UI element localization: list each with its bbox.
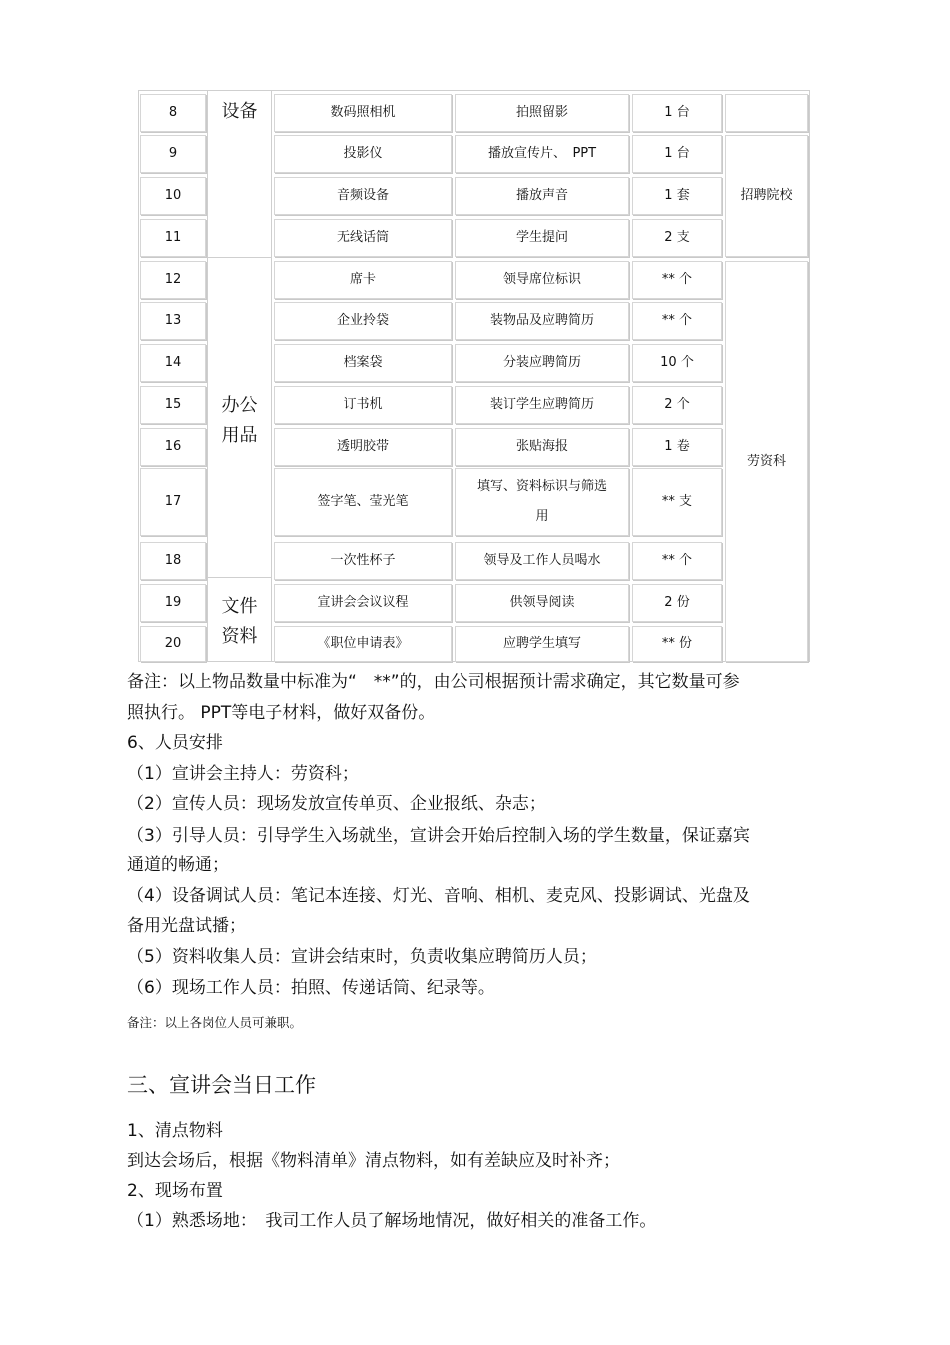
staff-item: （6）现场工作人员：拍照、传递话筒、纪录等。 bbox=[127, 978, 495, 998]
item-quantity: 2 个 bbox=[632, 386, 722, 424]
item-1-text: 到达会场后，根据《物料清单》清点物料，如有差缺应及时补齐； bbox=[127, 1151, 620, 1171]
row-number: 15 bbox=[140, 386, 206, 424]
row-number: 11 bbox=[140, 219, 206, 257]
item-purpose: 装订学生应聘简历 bbox=[455, 386, 629, 424]
category-office-supplies bbox=[208, 389, 271, 453]
row-number: 14 bbox=[140, 344, 206, 382]
item-name: 无线话筒 bbox=[274, 219, 452, 257]
item-name: 签字笔、莹光笔 bbox=[274, 468, 452, 536]
item-quantity: 1 台 bbox=[632, 94, 722, 132]
item-purpose: 分装应聘简历 bbox=[455, 344, 629, 382]
category-office-line1: 办公 bbox=[221, 395, 258, 416]
item-purpose: 领导席位标识 bbox=[455, 261, 629, 299]
row-divider bbox=[207, 257, 272, 258]
row-divider bbox=[207, 577, 272, 578]
item-purpose: 供领导阅读 bbox=[455, 584, 629, 622]
item-name: 订书机 bbox=[274, 386, 452, 424]
staff-item: 备用光盘试播； bbox=[127, 916, 246, 936]
item-2-title: 2、现场布置 bbox=[127, 1181, 223, 1201]
item-purpose: 播放宣传片、 PPT bbox=[455, 135, 629, 173]
item-name: 宣讲会会议议程 bbox=[274, 584, 452, 622]
item-name: 档案袋 bbox=[274, 344, 452, 382]
item-purpose-line1: 填写、资料标识与筛选 bbox=[476, 479, 607, 494]
category-office-line2: 用品 bbox=[221, 425, 258, 446]
item-name: 音频设备 bbox=[274, 177, 452, 215]
section-3-heading: 三、宣讲会当日工作 bbox=[127, 1073, 316, 1097]
category-docs-line1: 文件 bbox=[221, 596, 258, 617]
item-quantity: ** 份 bbox=[632, 626, 722, 662]
provider-empty bbox=[725, 94, 808, 132]
item-purpose-line2: 用 bbox=[535, 509, 549, 524]
category-equipment: 设备 bbox=[221, 101, 258, 122]
staff-item: （2）宣传人员：现场发放宣传单页、企业报纸、杂志； bbox=[127, 794, 546, 814]
item-1-title: 1、清点物料 bbox=[127, 1121, 223, 1141]
item-quantity: ** 个 bbox=[632, 542, 722, 580]
item-purpose: 应聘学生填写 bbox=[455, 626, 629, 662]
row-number: 19 bbox=[140, 584, 206, 622]
provider-school: 招聘院校 bbox=[725, 135, 808, 257]
staff-item: （1）宣讲会主持人：劳资科； bbox=[127, 764, 359, 784]
item-name: 企业拎袋 bbox=[274, 302, 452, 340]
item-purpose: 拍照留影 bbox=[455, 94, 629, 132]
row-number: 9 bbox=[140, 135, 206, 173]
item-quantity: ** 个 bbox=[632, 261, 722, 299]
section-6-title: 6、人员安排 bbox=[127, 733, 223, 753]
row-number: 20 bbox=[140, 626, 206, 662]
item-purpose: 领导及工作人员喝水 bbox=[455, 542, 629, 580]
item-quantity: ** 支 bbox=[632, 468, 722, 536]
staff-item: （4）设备调试人员：笔记本连接、灯光、音响、相机、麦克风、投影调试、光盘及 bbox=[127, 886, 750, 906]
item-quantity: 2 支 bbox=[632, 219, 722, 257]
item-quantity: 1 卷 bbox=[632, 428, 722, 466]
item-name: 席卡 bbox=[274, 261, 452, 299]
item-purpose bbox=[455, 468, 629, 536]
row-number: 18 bbox=[140, 542, 206, 580]
item-2-sub1: （1）熟悉场地： 我司工作人员了解场地情况，做好相关的准备工作。 bbox=[127, 1211, 657, 1231]
note-part-time: 备注：以上各岗位人员可兼职。 bbox=[127, 1015, 303, 1030]
item-purpose: 张贴海报 bbox=[455, 428, 629, 466]
category-documents bbox=[208, 590, 271, 654]
item-name: 投影仪 bbox=[274, 135, 452, 173]
item-name: 《职位申请表》 bbox=[274, 626, 452, 662]
note-quantity-line2: 照执行。 PPT等电子材料，做好双备份。 bbox=[127, 703, 436, 723]
row-number: 10 bbox=[140, 177, 206, 215]
staff-item: 通道的畅通； bbox=[127, 855, 229, 875]
staff-item: （3）引导人员：引导学生入场就坐，宣讲会开始后控制入场的学生数量，保证嘉宾 bbox=[127, 826, 750, 846]
category-docs-line2: 资料 bbox=[221, 626, 258, 647]
item-quantity: 1 套 bbox=[632, 177, 722, 215]
row-number: 8 bbox=[140, 94, 206, 132]
item-name: 透明胶带 bbox=[274, 428, 452, 466]
item-purpose: 播放声音 bbox=[455, 177, 629, 215]
item-purpose: 装物品及应聘简历 bbox=[455, 302, 629, 340]
item-quantity: ** 个 bbox=[632, 302, 722, 340]
staff-item: （5）资料收集人员：宣讲会结束时，负责收集应聘简历人员； bbox=[127, 947, 597, 967]
note-quantity-line1: 备注：以上物品数量中标准为“ **”的，由公司根据预计需求确定，其它数量可参 bbox=[127, 672, 740, 692]
row-number: 17 bbox=[140, 468, 206, 536]
item-quantity: 10 个 bbox=[632, 344, 722, 382]
row-number: 12 bbox=[140, 261, 206, 299]
item-name: 一次性杯子 bbox=[274, 542, 452, 580]
item-purpose: 学生提问 bbox=[455, 219, 629, 257]
item-quantity: 2 份 bbox=[632, 584, 722, 622]
row-number: 16 bbox=[140, 428, 206, 466]
materials-table bbox=[138, 90, 810, 662]
item-quantity: 1 台 bbox=[632, 135, 722, 173]
item-name: 数码照相机 bbox=[274, 94, 452, 132]
provider-company: 劳资科 bbox=[725, 261, 808, 662]
row-number: 13 bbox=[140, 302, 206, 340]
